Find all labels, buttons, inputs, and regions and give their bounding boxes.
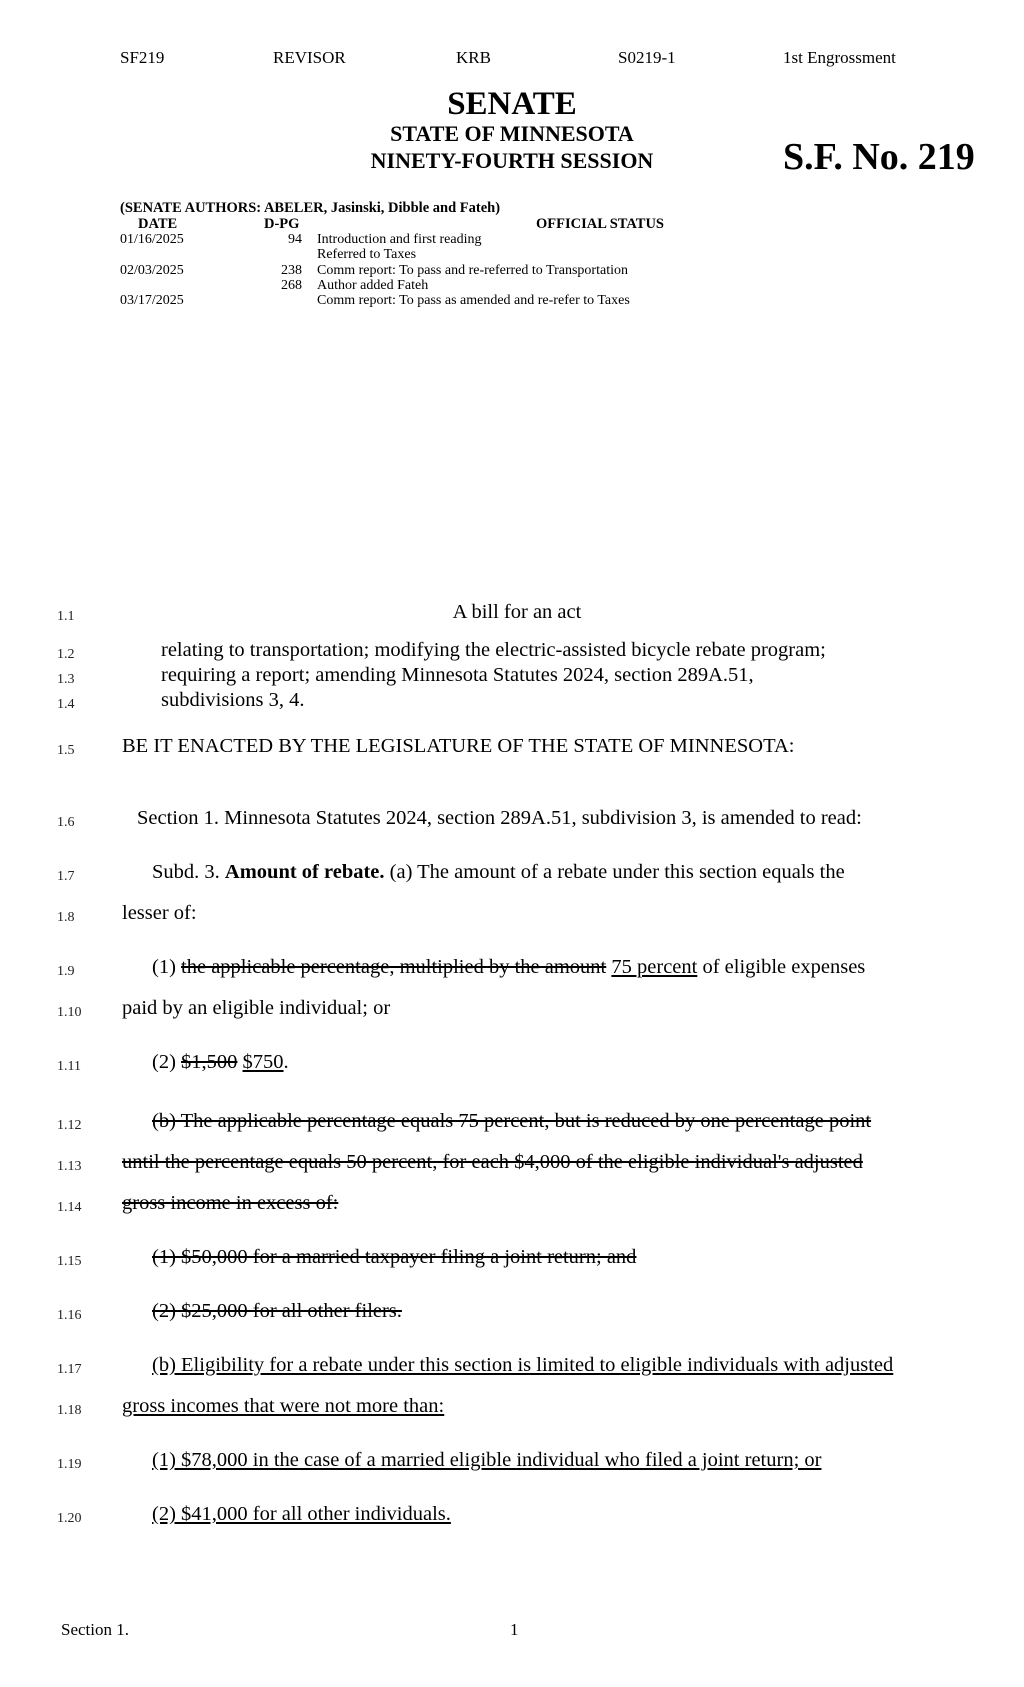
line-number: 1.10 — [57, 1005, 82, 1020]
enacting-clause: BE IT ENACTED BY THE LEGISLATURE OF THE STATE OF MINNESOTA: — [122, 735, 795, 757]
status-description: Author added Fateh — [317, 278, 429, 293]
bill-line — [0, 735, 1024, 765]
stricken-text: (1) $50,000 for a married taxpayer filing a joint return; and — [152, 1246, 637, 1268]
subdivision-number: Subd. 3. — [152, 861, 220, 883]
line-number: 1.18 — [57, 1403, 82, 1418]
statute-text: paid by an eligible individual; or — [122, 997, 391, 1019]
line-number: 1.20 — [57, 1511, 82, 1526]
line-number: 1.15 — [57, 1254, 82, 1269]
clause-body: of eligible expenses — [702, 956, 866, 978]
statute-text — [152, 1051, 289, 1074]
bill-line — [0, 1354, 1024, 1384]
line-number: 1.17 — [57, 1362, 82, 1377]
line-number: 1.9 — [57, 964, 75, 979]
bill-id: SF219 — [120, 48, 165, 67]
line-number: 1.12 — [57, 1118, 82, 1133]
status-description: Comm report: To pass and re-referred to Transportation — [317, 263, 628, 278]
clause-number: (2) — [152, 1051, 176, 1073]
status-description: Referred to Taxes — [317, 247, 417, 262]
inserted-text: (2) $41,000 for all other individuals. — [152, 1503, 451, 1525]
stricken-text: gross income in excess of: — [122, 1192, 339, 1214]
line-number: 1.3 — [57, 672, 75, 687]
bill-title-text: subdivisions 3, 4. — [161, 689, 305, 711]
section-heading: Section 1. Minnesota Statutes 2024, section 289A.51, subdivision 3, is amended to read: — [137, 807, 862, 829]
status-row — [0, 263, 1024, 279]
inserted-text: 75 percent — [611, 956, 698, 978]
revisor-label: REVISOR — [273, 48, 346, 67]
stricken-text: the applicable percentage, multiplied by the amount — [181, 956, 607, 978]
status-row — [0, 232, 1024, 248]
revisor-initials: KRB — [456, 48, 491, 67]
engrossment-label: 1st Engrossment — [783, 48, 896, 67]
line-number: 1.8 — [57, 910, 75, 925]
state-title: STATE OF MINNESOTA — [390, 121, 634, 146]
bill-title-text: requiring a report; amending Minnesota Statutes 2024, section 289A.51, — [161, 664, 754, 686]
status-column-header: OFFICIAL STATUS — [536, 216, 664, 232]
inserted-text: gross incomes that were not more than: — [122, 1395, 445, 1417]
clause-number: (1) — [152, 956, 176, 978]
status-date: 03/17/2025 — [120, 293, 184, 308]
subdivision-body: (a) The amount of a rebate under this section equals the — [389, 861, 845, 883]
bill-line — [0, 689, 1024, 719]
document-id: S0219-1 — [618, 48, 676, 67]
bill-line — [0, 601, 1024, 631]
line-number: 1.16 — [57, 1308, 82, 1323]
bill-heading: A bill for an act — [452, 601, 582, 623]
status-date: 01/16/2025 — [120, 232, 184, 247]
page-number: 1 — [510, 1620, 519, 1639]
status-date: 02/03/2025 — [120, 263, 184, 278]
dpg-column-header: D-PG — [264, 216, 300, 232]
status-dpg: 268 — [281, 278, 302, 293]
footer-section: Section 1. — [61, 1620, 129, 1639]
bill-line — [0, 1192, 1024, 1222]
bill-number: S.F. No. 219 — [783, 136, 975, 178]
bill-line — [0, 997, 1024, 1027]
line-number: 1.19 — [57, 1457, 82, 1472]
date-column-header: DATE — [138, 216, 178, 232]
inserted-text: (1) $78,000 in the case of a married eligible individual who filed a joint return; or — [152, 1449, 822, 1471]
status-dpg: 94 — [288, 232, 302, 247]
subdivision-text — [152, 861, 845, 884]
bill-line — [0, 807, 1024, 837]
inserted-text: (b) Eligibility for a rebate under this section is limited to eligible individuals with adjusted — [152, 1354, 894, 1376]
bill-line — [0, 956, 1024, 986]
bill-line — [0, 1300, 1024, 1330]
senate-authors: (SENATE AUTHORS: ABELER, Jasinski, Dibble and Fateh) — [120, 200, 501, 216]
clause-punctuation: . — [283, 1051, 289, 1073]
session-title: NINETY-FOURTH SESSION — [370, 148, 654, 173]
status-description: Comm report: To pass as amended and re-refer to Taxes — [317, 293, 630, 308]
chamber-title: SENATE — [447, 86, 577, 122]
bill-line — [0, 1395, 1024, 1425]
stricken-text: (2) $25,000 for all other filers. — [152, 1300, 402, 1322]
bill-line — [0, 1151, 1024, 1181]
bill-line — [0, 1051, 1024, 1081]
line-number: 1.2 — [57, 647, 75, 662]
bill-line — [0, 902, 1024, 932]
status-dpg: 238 — [281, 263, 302, 278]
stricken-text: $1,500 — [181, 1051, 238, 1073]
bill-line — [0, 861, 1024, 891]
line-number: 1.7 — [57, 869, 75, 884]
bill-line — [0, 1503, 1024, 1533]
line-number: 1.11 — [57, 1059, 81, 1074]
status-description: Introduction and first reading — [317, 232, 482, 247]
bill-line — [0, 1246, 1024, 1276]
bill-title-text: relating to transportation; modifying the electric-assisted bicycle rebate program; — [161, 639, 826, 661]
bill-line — [0, 1449, 1024, 1479]
status-row — [0, 247, 1024, 263]
stricken-text: until the percentage equals 50 percent, for each $4,000 of the eligible individual's adjusted — [122, 1151, 863, 1173]
inserted-text: $750 — [242, 1051, 284, 1073]
status-row — [0, 278, 1024, 294]
line-number: 1.1 — [57, 609, 75, 624]
statute-text: lesser of: — [122, 902, 197, 924]
bill-line — [0, 1110, 1024, 1140]
line-number: 1.14 — [57, 1200, 82, 1215]
line-number: 1.5 — [57, 743, 75, 758]
stricken-text: (b) The applicable percentage equals 75 percent, but is reduced by one percentage point — [152, 1110, 872, 1132]
statute-text — [152, 956, 865, 979]
line-number: 1.13 — [57, 1159, 82, 1174]
subdivision-headnote: Amount of rebate. — [224, 861, 385, 883]
line-number: 1.6 — [57, 815, 75, 830]
line-number: 1.4 — [57, 697, 75, 712]
status-row — [0, 293, 1024, 309]
